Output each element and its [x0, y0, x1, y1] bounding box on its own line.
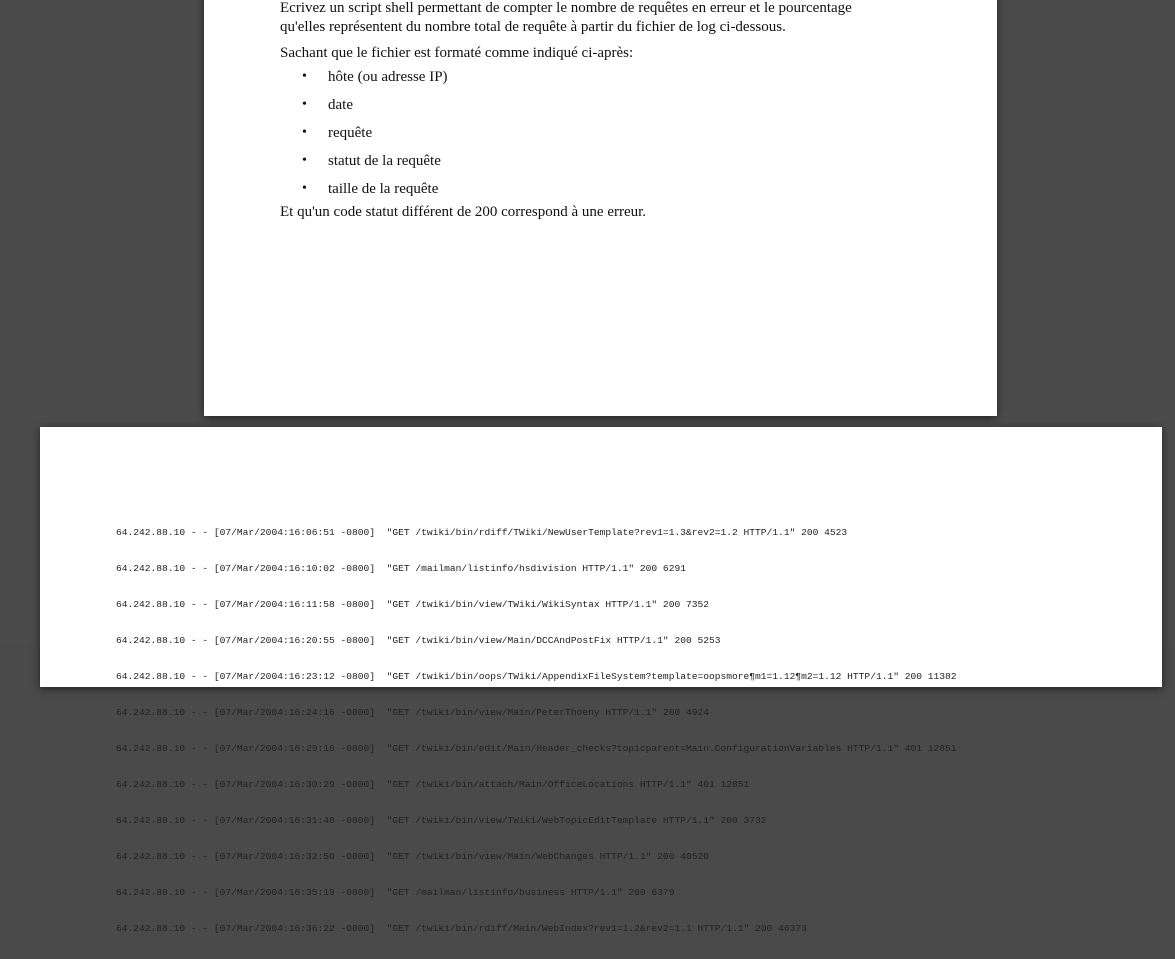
intro-line-2: qu'elles représentent du nombre total de requête à partir du fichier de log ci-dessous. — [280, 19, 786, 35]
list-item — [280, 63, 960, 91]
intro-line-1: Ecrivez un script shell permettant de compter le nombre de requêtes en erreur et le pourcentage — [280, 0, 852, 16]
list-item-label: taille de la requête — [328, 181, 439, 197]
log-line: 64.242.88.10 - - [07/Mar/2004:16:32:50 -0800] "GET /twiki/bin/view/Main/WebChanges HTTP/1.1" 200 40520 — [116, 851, 709, 862]
list-item — [280, 175, 960, 203]
log-line: 64.242.88.10 - - [07/Mar/2004:16:35:19 -0800] "GET /mailman/listinfo/business HTTP/1.1" 200 6379 — [116, 887, 675, 898]
document-page-1 — [204, 0, 997, 416]
log-line: 64.242.88.10 - - [07/Mar/2004:16:10:02 -0800] "GET /mailman/listinfo/hsdivision HTTP/1.1" 200 6291 — [116, 563, 686, 574]
log-line: 64.242.88.10 - - [07/Mar/2004:16:30:29 -0800] "GET /twiki/bin/attach/Main/OfficeLocations HTTP/1.1" 401 12851 — [116, 779, 750, 790]
conclusion: Et qu'un code statut différent de 200 correspond à une erreur. — [280, 204, 647, 220]
document-page-2 — [40, 427, 1162, 934]
log-line: 64.242.88.10 - - [07/Mar/2004:16:36:22 -0800] "GET /twiki/bin/rdiff/Main/WebIndex?rev1=1.2&rev2=1.1 HTTP/1.1" 200 46373 — [116, 923, 807, 934]
list-item-label: statut de la requête — [328, 153, 441, 169]
log-line: 64.242.88.10 - - [07/Mar/2004:16:06:51 -0800] "GET /twiki/bin/rdiff/TWiki/NewUserTemplate?rev1=1.3&rev2=1.2 HTTP/1.1" 200 4523 — [116, 527, 848, 538]
log-line: 64.242.88.10 - - [07/Mar/2004:16:29:16 -0800] "GET /twiki/bin/edit/Main/Header_checks?topicparent=Main.ConfigurationVariables HTTP/1.1" 401 12851 — [116, 743, 957, 754]
list-item — [280, 119, 960, 147]
list-item — [280, 91, 960, 119]
log-line: 64.242.88.10 - - [07/Mar/2004:16:23:12 -0800] "GET /twiki/bin/oops/TWiki/AppendixFileSystem?template=oopsmore¶m1=1.12¶m2=1.12 HTTP/1.1" 200 11382 — [116, 671, 957, 682]
field-list — [280, 63, 960, 203]
bullet-icon: • — [302, 69, 307, 84]
list-item-label: hôte (ou adresse IP) — [328, 69, 448, 85]
log-line: 64.242.88.10 - - [07/Mar/2004:16:11:58 -0800] "GET /twiki/bin/view/TWiki/WikiSyntax HTTP/1.1" 200 7352 — [116, 599, 709, 610]
bullet-icon: • — [302, 181, 307, 196]
list-item — [280, 147, 960, 175]
log-listing — [116, 503, 957, 959]
page-1-content — [280, 0, 960, 222]
format-intro: Sachant que le fichier est formaté comme indiqué ci-après: — [280, 45, 634, 61]
bullet-icon: • — [302, 97, 307, 112]
bullet-icon: • — [302, 153, 307, 168]
log-line: 64.242.88.10 - - [07/Mar/2004:16:20:55 -0800] "GET /twiki/bin/view/Main/DCCAndPostFix HTTP/1.1" 200 5253 — [116, 635, 721, 646]
log-line: 64.242.88.10 - - [07/Mar/2004:16:24:16 -0800] "GET /twiki/bin/view/Main/PeterThoeny HTTP/1.1" 200 4924 — [116, 707, 709, 718]
list-item-label: date — [328, 97, 353, 113]
list-item-label: requête — [328, 125, 373, 141]
bullet-icon: • — [302, 125, 307, 140]
log-line: 64.242.88.10 - - [07/Mar/2004:16:31:48 -0800] "GET /twiki/bin/view/TWiki/WebTopicEditTemplate HTTP/1.1" 200 3732 — [116, 815, 767, 826]
